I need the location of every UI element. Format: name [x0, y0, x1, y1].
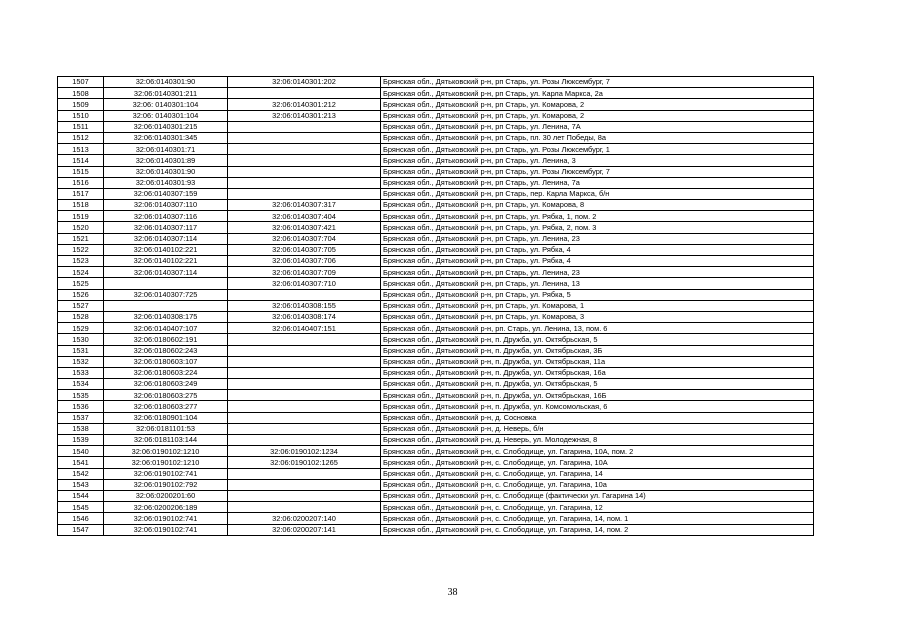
- address-cell: Брянская обл., Дятьковский р-н, д. Неверь, ул. Молодежная, 8: [381, 435, 814, 446]
- row-number-cell: 1542: [58, 468, 104, 479]
- table-row: [58, 278, 814, 289]
- cadastral-number-cell: 32:06:0190102:741: [104, 524, 228, 535]
- address-cell: Брянская обл., Дятьковский р-н, д. Сосновка: [381, 412, 814, 423]
- row-number-cell: 1517: [58, 188, 104, 199]
- row-number-cell: 1524: [58, 267, 104, 278]
- premises-cadastral-cell: [228, 490, 381, 501]
- cadastral-number-cell: 32:06:0180603:277: [104, 401, 228, 412]
- premises-cadastral-cell: [228, 166, 381, 177]
- table-row: [58, 423, 814, 434]
- table-row: [58, 244, 814, 255]
- table-row: [58, 379, 814, 390]
- address-cell: Брянская обл., Дятьковский р-н, п. Дружба, ул. Октябрьская, 3Б: [381, 345, 814, 356]
- table-row: [58, 457, 814, 468]
- address-cell: Брянская обл., Дятьковский р-н, рп Старь, ул. Розы Люксембург, 7: [381, 77, 814, 88]
- address-cell: Брянская обл., Дятьковский р-н, п. Дружба, ул. Октябрьская, 16а: [381, 367, 814, 378]
- row-number-cell: 1507: [58, 77, 104, 88]
- page-number: 38: [447, 587, 458, 598]
- premises-cadastral-cell: 32:06:0200207:141: [228, 524, 381, 535]
- premises-cadastral-cell: 32:06:0140307:706: [228, 256, 381, 267]
- cadastral-number-cell: 32:06:0140102:221: [104, 244, 228, 255]
- premises-cadastral-cell: 32:06:0140307:710: [228, 278, 381, 289]
- table-row: [58, 401, 814, 412]
- premises-cadastral-cell: [228, 379, 381, 390]
- row-number-cell: 1529: [58, 323, 104, 334]
- address-cell: Брянская обл., Дятьковский р-н, рп Старь, ул. Рябка, 4: [381, 244, 814, 255]
- address-cell: Брянская обл., Дятьковский р-н, с. Слободище, ул. Гагарина, 14, пом. 1: [381, 513, 814, 524]
- table-row: [58, 513, 814, 524]
- table-row: [58, 110, 814, 121]
- cadastral-number-cell: 32:06:0140301:71: [104, 144, 228, 155]
- premises-cadastral-cell: 32:06:0140301:212: [228, 99, 381, 110]
- address-cell: Брянская обл., Дятьковский р-н, рп Старь, ул. Рябка, 2, пом. 3: [381, 222, 814, 233]
- premises-cadastral-cell: 32:06:0140307:704: [228, 233, 381, 244]
- table-row: [58, 211, 814, 222]
- premises-cadastral-cell: [228, 412, 381, 423]
- cadastral-number-cell: 32:06:0200201:60: [104, 490, 228, 501]
- premises-cadastral-cell: 32:06:0140307:404: [228, 211, 381, 222]
- premises-cadastral-cell: [228, 144, 381, 155]
- premises-cadastral-cell: [228, 177, 381, 188]
- cadastral-number-cell: 32:06:0180603:249: [104, 379, 228, 390]
- row-number-cell: 1516: [58, 177, 104, 188]
- cadastral-number-cell: 32:06:0140301:90: [104, 77, 228, 88]
- row-number-cell: 1543: [58, 479, 104, 490]
- cadastral-number-cell: 32:06:0140308:175: [104, 311, 228, 322]
- address-cell: Брянская обл., Дятьковский р-н, рп Старь, ул. Рябка, 5: [381, 289, 814, 300]
- row-number-cell: 1513: [58, 144, 104, 155]
- premises-cadastral-cell: [228, 334, 381, 345]
- table-row: [58, 502, 814, 513]
- cadastral-number-cell: 32:06:0140102:221: [104, 256, 228, 267]
- cadastral-number-cell: 32:06:0190102:1210: [104, 446, 228, 457]
- table-row: [58, 132, 814, 143]
- row-number-cell: 1511: [58, 121, 104, 132]
- table-row: [58, 479, 814, 490]
- cadastral-number-cell: 32:06:0190102:792: [104, 479, 228, 490]
- cadastral-number-cell: 32:06:0140301:90: [104, 166, 228, 177]
- row-number-cell: 1537: [58, 412, 104, 423]
- premises-cadastral-cell: [228, 401, 381, 412]
- address-cell: Брянская обл., Дятьковский р-н, рп Старь, ул. Ленина, 23: [381, 267, 814, 278]
- cadastral-number-cell: 32:06:0180603:224: [104, 367, 228, 378]
- address-cell: Брянская обл., Дятьковский р-н, рп Старь, ул. Комарова, 8: [381, 200, 814, 211]
- cadastral-number-cell: 32:06:0181101:53: [104, 423, 228, 434]
- table-row: [58, 144, 814, 155]
- address-cell: Брянская обл., Дятьковский р-н, рп Старь, ул. Ленина, 7А: [381, 121, 814, 132]
- address-cell: Брянская обл., Дятьковский р-н, рп Старь, ул. Рябка, 4: [381, 256, 814, 267]
- row-number-cell: 1534: [58, 379, 104, 390]
- cadastral-number-cell: 32:06: 0140301:104: [104, 99, 228, 110]
- row-number-cell: 1536: [58, 401, 104, 412]
- row-number-cell: 1541: [58, 457, 104, 468]
- row-number-cell: 1515: [58, 166, 104, 177]
- premises-cadastral-cell: [228, 132, 381, 143]
- address-cell: Брянская обл., Дятьковский р-н, с. Слободище (фактически ул. Гагарина 14): [381, 490, 814, 501]
- cadastral-number-cell: 32:06:0140307:114: [104, 233, 228, 244]
- premises-cadastral-cell: 32:06:0200207:140: [228, 513, 381, 524]
- row-number-cell: 1532: [58, 356, 104, 367]
- premises-cadastral-cell: 32:06:0140307:705: [228, 244, 381, 255]
- cadastral-number-cell: 32:06:0180602:243: [104, 345, 228, 356]
- cadastral-number-cell: 32:06:0140301:89: [104, 155, 228, 166]
- row-number-cell: 1546: [58, 513, 104, 524]
- row-number-cell: 1521: [58, 233, 104, 244]
- cadastral-number-cell: [104, 278, 228, 289]
- table-row: [58, 390, 814, 401]
- address-cell: Брянская обл., Дятьковский р-н, рп Старь, ул. Ленина, 3: [381, 155, 814, 166]
- cadastral-number-cell: 32:06:0181103:144: [104, 435, 228, 446]
- premises-cadastral-cell: 32:06:0140307:421: [228, 222, 381, 233]
- address-cell: Брянская обл., Дятьковский р-н, рп Старь, ул. Комарова, 2: [381, 99, 814, 110]
- premises-cadastral-cell: [228, 367, 381, 378]
- address-cell: Брянская обл., Дятьковский р-н, п. Дружба, ул. Октябрьская, 16Б: [381, 390, 814, 401]
- cadastral-number-cell: 32:06:0180603:107: [104, 356, 228, 367]
- table-row: [58, 99, 814, 110]
- cadastral-number-cell: 32:06:0140301:215: [104, 121, 228, 132]
- row-number-cell: 1514: [58, 155, 104, 166]
- premises-cadastral-cell: 32:06:0190102:1234: [228, 446, 381, 457]
- premises-cadastral-cell: 32:06:0140307:317: [228, 200, 381, 211]
- cadastral-number-cell: 32:06:0200206:189: [104, 502, 228, 513]
- table-row: [58, 446, 814, 457]
- table-body: [58, 77, 814, 536]
- cadastral-number-cell: 32:06:0140307:117: [104, 222, 228, 233]
- premises-cadastral-cell: [228, 121, 381, 132]
- cadastral-number-cell: 32:06:0140407:107: [104, 323, 228, 334]
- cadastral-number-cell: 32:06:0180602:191: [104, 334, 228, 345]
- premises-cadastral-cell: [228, 289, 381, 300]
- cadastral-number-cell: 32:06:0140307:159: [104, 188, 228, 199]
- premises-cadastral-cell: [228, 155, 381, 166]
- table-row: [58, 367, 814, 378]
- address-cell: Брянская обл., Дятьковский р-н, п. Дружба, ул. Октябрьская, 5: [381, 334, 814, 345]
- table-row: [58, 267, 814, 278]
- address-cell: Брянская обл., Дятьковский р-н, с. Слободище, ул. Гагарина, 10а: [381, 479, 814, 490]
- cadastral-number-cell: [104, 300, 228, 311]
- address-cell: Брянская обл., Дятьковский р-н, рп Старь, ул. Ленина, 23: [381, 233, 814, 244]
- premises-cadastral-cell: 32:06:0140407:151: [228, 323, 381, 334]
- address-cell: Брянская обл., Дятьковский р-н, с. Слободище, ул. Гагарина, 14, пом. 2: [381, 524, 814, 535]
- table-row: [58, 77, 814, 88]
- table-row: [58, 300, 814, 311]
- premises-cadastral-cell: 32:06:0140301:202: [228, 77, 381, 88]
- table-row: [58, 524, 814, 535]
- cadastral-number-cell: 32:06:0190102:1210: [104, 457, 228, 468]
- row-number-cell: 1520: [58, 222, 104, 233]
- row-number-cell: 1544: [58, 490, 104, 501]
- premises-cadastral-cell: [228, 188, 381, 199]
- row-number-cell: 1523: [58, 256, 104, 267]
- row-number-cell: 1522: [58, 244, 104, 255]
- address-cell: Брянская обл., Дятьковский р-н, с. Слободище, ул. Гагарина, 12: [381, 502, 814, 513]
- row-number-cell: 1508: [58, 88, 104, 99]
- row-number-cell: 1525: [58, 278, 104, 289]
- address-cell: Брянская обл., Дятьковский р-н, с. Слободище, ул. Гагарина, 14: [381, 468, 814, 479]
- cadastral-number-cell: 32:06:0180603:275: [104, 390, 228, 401]
- address-cell: Брянская обл., Дятьковский р-н, рп Старь, ул. Рябка, 1, пом. 2: [381, 211, 814, 222]
- address-cell: Брянская обл., Дятьковский р-н, рп Старь, ул. Комарова, 1: [381, 300, 814, 311]
- table-row: [58, 88, 814, 99]
- address-cell: Брянская обл., Дятьковский р-н, п. Дружба, ул. Комсомольская, 6: [381, 401, 814, 412]
- cadastral-number-cell: 32:06:0190102:741: [104, 513, 228, 524]
- row-number-cell: 1527: [58, 300, 104, 311]
- table-row: [58, 311, 814, 322]
- premises-cadastral-cell: 32:06:0140307:709: [228, 267, 381, 278]
- cadastral-number-cell: 32:06:0190102:741: [104, 468, 228, 479]
- row-number-cell: 1526: [58, 289, 104, 300]
- row-number-cell: 1518: [58, 200, 104, 211]
- table-row: [58, 233, 814, 244]
- table-row: [58, 356, 814, 367]
- premises-cadastral-cell: [228, 356, 381, 367]
- cadastral-number-cell: 32:06:0140307:110: [104, 200, 228, 211]
- cadastral-number-cell: 32:06:0140301:93: [104, 177, 228, 188]
- cadastral-number-cell: 32:06:0140307:116: [104, 211, 228, 222]
- address-cell: Брянская обл., Дятьковский р-н, рп Старь, пер. Карла Маркса, б/н: [381, 188, 814, 199]
- table-row: [58, 334, 814, 345]
- premises-cadastral-cell: 32:06:0190102:1265: [228, 457, 381, 468]
- address-cell: Брянская обл., Дятьковский р-н, рп Старь, ул. Ленина, 13: [381, 278, 814, 289]
- address-cell: Брянская обл., Дятьковский р-н, рп Старь, ул. Розы Люксембург, 7: [381, 166, 814, 177]
- row-number-cell: 1510: [58, 110, 104, 121]
- row-number-cell: 1528: [58, 311, 104, 322]
- table-row: [58, 121, 814, 132]
- row-number-cell: 1539: [58, 435, 104, 446]
- row-number-cell: 1509: [58, 99, 104, 110]
- premises-cadastral-cell: 32:06:0140308:155: [228, 300, 381, 311]
- table-row: [58, 468, 814, 479]
- table-row: [58, 256, 814, 267]
- table-row: [58, 490, 814, 501]
- premises-cadastral-cell: [228, 502, 381, 513]
- table-row: [58, 289, 814, 300]
- address-cell: Брянская обл., Дятьковский р-н, рп Старь, ул. Комарова, 3: [381, 311, 814, 322]
- premises-cadastral-cell: 32:06:0140301:213: [228, 110, 381, 121]
- row-number-cell: 1545: [58, 502, 104, 513]
- address-cell: Брянская обл., Дятьковский р-н, с. Слободище, ул. Гагарина, 10А: [381, 457, 814, 468]
- cadastral-number-cell: 32:06:0180901:104: [104, 412, 228, 423]
- table-row: [58, 323, 814, 334]
- table-row: [58, 200, 814, 211]
- table-row: [58, 188, 814, 199]
- address-cell: Брянская обл., Дятьковский р-н, рп Старь, ул. Комарова, 2: [381, 110, 814, 121]
- address-cell: Брянская обл., Дятьковский р-н, п. Дружба, ул. Октябрьская, 11а: [381, 356, 814, 367]
- table-row: [58, 166, 814, 177]
- address-cell: Брянская обл., Дятьковский р-н, рп Старь, ул. Розы Люксембург, 1: [381, 144, 814, 155]
- premises-cadastral-cell: [228, 479, 381, 490]
- premises-cadastral-cell: 32:06:0140308:174: [228, 311, 381, 322]
- address-cell: Брянская обл., Дятьковский р-н, д. Неверь, б/н: [381, 423, 814, 434]
- table-row: [58, 222, 814, 233]
- row-number-cell: 1538: [58, 423, 104, 434]
- cadastral-number-cell: 32:06:0140301:345: [104, 132, 228, 143]
- row-number-cell: 1547: [58, 524, 104, 535]
- premises-cadastral-cell: [228, 468, 381, 479]
- premises-cadastral-cell: [228, 423, 381, 434]
- address-cell: Брянская обл., Дятьковский р-н, рп Старь, ул. Карла Маркса, 2а: [381, 88, 814, 99]
- row-number-cell: 1512: [58, 132, 104, 143]
- premises-cadastral-cell: [228, 435, 381, 446]
- row-number-cell: 1530: [58, 334, 104, 345]
- table-row: [58, 155, 814, 166]
- row-number-cell: 1533: [58, 367, 104, 378]
- row-number-cell: 1519: [58, 211, 104, 222]
- premises-cadastral-cell: [228, 345, 381, 356]
- address-cell: Брянская обл., Дятьковский р-н, рп Старь, пл. 30 лет Победы, 8а: [381, 132, 814, 143]
- table-row: [58, 435, 814, 446]
- registry-table: [57, 76, 814, 536]
- cadastral-number-cell: 32:06: 0140301:104: [104, 110, 228, 121]
- premises-cadastral-cell: [228, 390, 381, 401]
- table-row: [58, 412, 814, 423]
- address-cell: Брянская обл., Дятьковский р-н, рп. Старь, ул. Ленина, 13, пом. 6: [381, 323, 814, 334]
- premises-cadastral-cell: [228, 88, 381, 99]
- cadastral-number-cell: 32:06:0140307:725: [104, 289, 228, 300]
- row-number-cell: 1531: [58, 345, 104, 356]
- row-number-cell: 1535: [58, 390, 104, 401]
- cadastral-number-cell: 32:06:0140307:114: [104, 267, 228, 278]
- table-row: [58, 345, 814, 356]
- address-cell: Брянская обл., Дятьковский р-н, рп Старь, ул. Ленина, 7а: [381, 177, 814, 188]
- cadastral-number-cell: 32:06:0140301:211: [104, 88, 228, 99]
- row-number-cell: 1540: [58, 446, 104, 457]
- address-cell: Брянская обл., Дятьковский р-н, с. Слободище, ул. Гагарина, 10А, пом. 2: [381, 446, 814, 457]
- table-row: [58, 177, 814, 188]
- address-cell: Брянская обл., Дятьковский р-н, п. Дружба, ул. Октябрьская, 5: [381, 379, 814, 390]
